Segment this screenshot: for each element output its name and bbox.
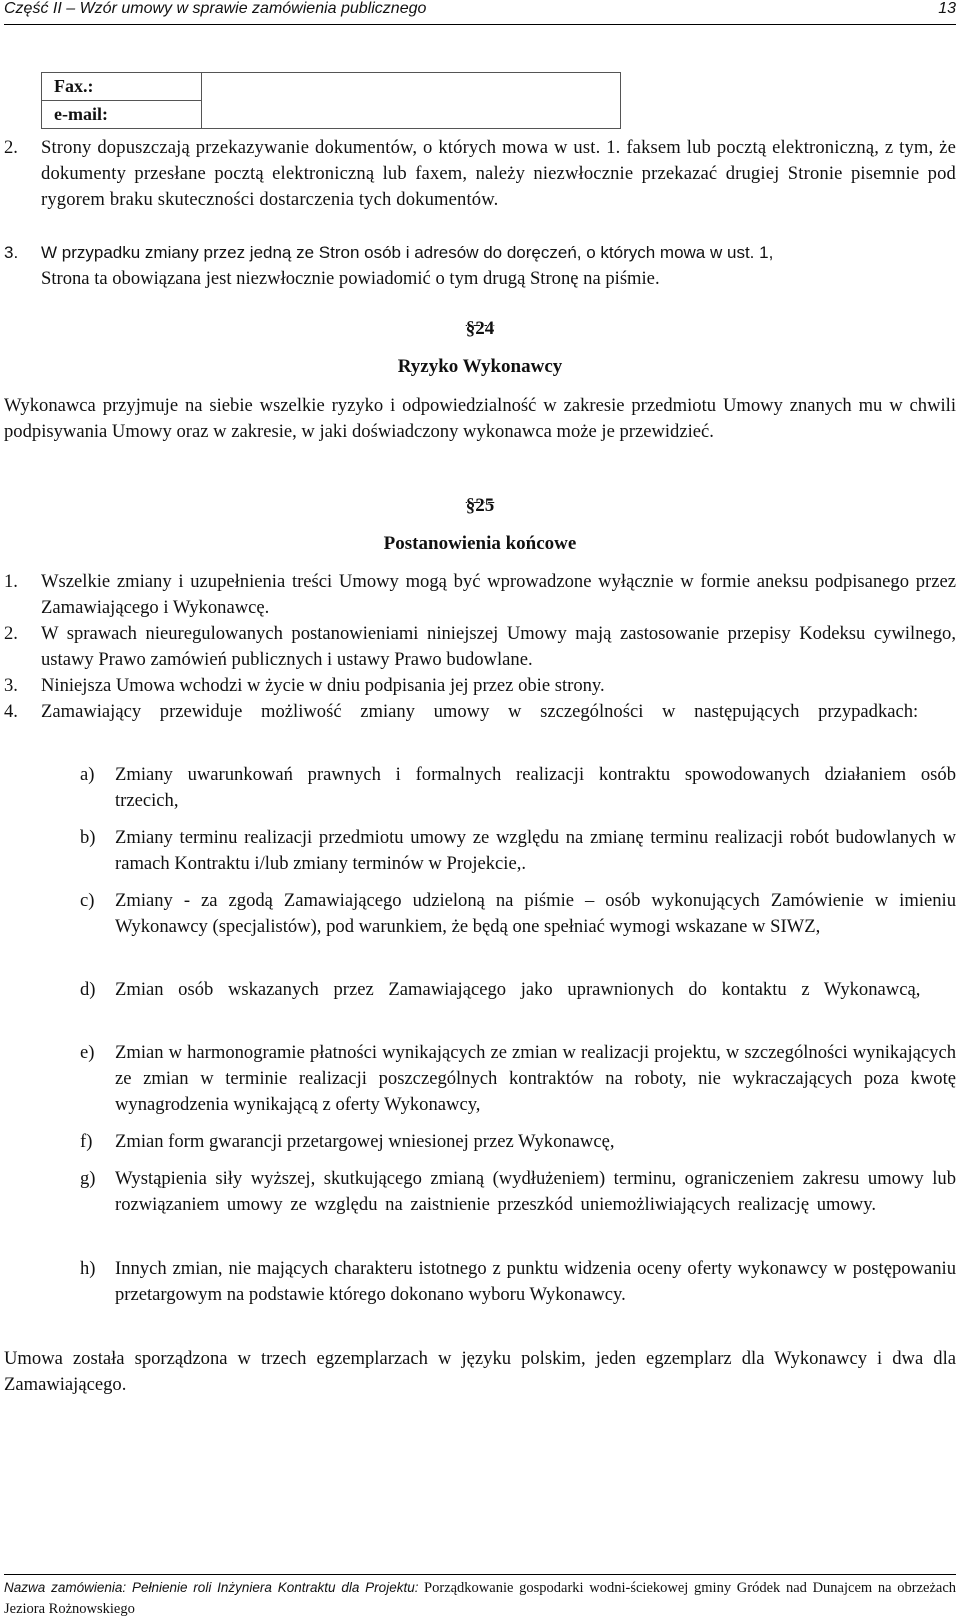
subitem-text: Zmiany uwarunkowań prawnych i formalnych realizacji kontraktu spowodowanych działaniem osób trzecich, xyxy=(115,764,956,811)
header-divider xyxy=(4,24,956,25)
item-number: 1. xyxy=(4,571,18,592)
footer-divider xyxy=(4,1574,956,1575)
item-text: W sprawach nieuregulowanych postanowieniami niniejszej Umowy mają zastosowanie przepisy Kodeksu cywilnego, ustawy Prawo zamówień publicznych i ustawy Prawo budowlane. xyxy=(41,623,956,670)
subitem-letter: b) xyxy=(80,827,96,848)
item-text-line2: Strona ta obowiązana jest niezwłocznie powiadomić o tym drugą Stronę na piśmie. xyxy=(41,268,660,289)
item-number: 2. xyxy=(4,137,18,158)
paragraph-symbol: §24 xyxy=(465,318,495,339)
page-footer xyxy=(4,1578,956,1620)
section-title: Postanowienia końcowe xyxy=(383,533,577,554)
section-title: Ryzyko Wykonawcy xyxy=(397,356,563,377)
paragraph-symbol: §25 xyxy=(465,495,495,516)
item-text: Strony dopuszczają przekazywanie dokumentów, o których mowa w ust. 1. faksem lub pocztą elektroniczną, z tym, że dokumenty przesłane pocztą elektroniczną lub faxem, należy niezwłocznie przekazać drugiej Stronie pisemnie pod rygorem braku skuteczności dostarczenia tych dokumentów. xyxy=(41,137,956,210)
item-number: 3. xyxy=(4,243,19,262)
subitem-letter: c) xyxy=(80,890,95,911)
footer-label: Nazwa zamówienia: Pełnienie roli Inżyniera Kontraktu dla Projektu: xyxy=(4,1580,419,1595)
subitem-text: Innych zmian, nie mających charakteru istotnego z punktu widzenia oceny oferty wykonawcy w postępowaniu przetargowym na podstawie którego dokonano wyboru Wykonawcy. xyxy=(115,1258,956,1305)
subitem-letter: h) xyxy=(80,1258,96,1279)
contact-value-cell xyxy=(201,73,620,129)
item-text: Wszelkie zmiany i uzupełnienia treści Umowy mogą być wprowadzone wyłącznie w formie aneksu podpisanego przez Zamawiającego i Wykonawcę. xyxy=(41,571,956,618)
header-title: Część II – Wzór umowy w sprawie zamówienia publicznego xyxy=(4,0,427,17)
subitem-letter: e) xyxy=(80,1042,95,1063)
page-header xyxy=(4,0,956,22)
subitem-text: Zmiany terminu realizacji przedmiotu umowy ze względu na zmianę terminu realizacji robót budowlanych w ramach Kontraktu i/lub zmiany terminów w Projekcie,. xyxy=(115,827,956,874)
item-text-line1: W przypadku zmiany przez jedną ze Stron osób i adresów do doręczeń, o których mowa w ust. 1, xyxy=(41,243,774,262)
table-row xyxy=(42,73,621,101)
closing-paragraph: Umowa została sporządzona w trzech egzemplarzach w języku polskim, jeden egzemplarz dla Wykonawcy i dwa dla Zamawiającego. xyxy=(4,1348,956,1395)
subitem-text: Zmiany - za zgodą Zamawiającego udzieloną na piśmie – osób wykonujących Zamówienie w imieniu Wykonawcy (specjalistów), pod warunkiem, że będą one spełniać wymogi wskazane w SIWZ, xyxy=(115,890,956,937)
footer-value: Porządkowanie gospodarki wodni-ściekowej gminy Gródek nad Dunajcem na obrzeżach Jeziora Rożnowskiego xyxy=(4,1580,957,1617)
item-text: Niniejsza Umowa wchodzi w życie w dniu podpisania jej przez obie strony. xyxy=(41,675,605,696)
subitem-letter: a) xyxy=(80,764,95,785)
subitem-letter: g) xyxy=(80,1168,96,1189)
item-text: Zamawiający przewiduje możliwość zmiany umowy w szczególności w następujących przypadkach: xyxy=(41,701,919,722)
contact-table xyxy=(41,72,621,129)
fax-label: Fax.: xyxy=(42,73,202,101)
item-number: 3. xyxy=(4,675,18,696)
subitem-text: Zmian w harmonogramie płatności wynikających ze zmian w realizacji projektu, w szczególności wynikających ze zmian w terminie realizacji poszczególnych kontraktów na roboty, nie wykraczających poza kwotę wynagrodzenia wynikającą z oferty Wykonawcy, xyxy=(115,1042,956,1115)
item-number: 2. xyxy=(4,623,18,644)
email-label: e-mail: xyxy=(42,101,202,129)
subitem-text: Zmian osób wskazanych przez Zamawiającego jako uprawnionych do kontaktu z Wykonawcą, xyxy=(115,979,921,1000)
subitem-letter: d) xyxy=(80,979,96,1000)
subitem-text: Wystąpienia siły wyższej, skutkującego zmianą (wydłużeniem) terminu, ograniczeniem zakresu umowy lub rozwiązaniem umowy ze względu na zaistnienie przeszkód uniemożliwiających realizację umowy. xyxy=(115,1168,956,1215)
section-body: Wykonawca przyjmuje na siebie wszelkie ryzyko i odpowiedzialność w zakresie przedmiotu Umowy znanych mu w chwili podpisywania Umowy oraz w zakresie, w jaki doświadczony wykonawca może je przewidzieć. xyxy=(4,395,956,442)
subitem-text: Zmian form gwarancji przetargowej wniesionej przez Wykonawcę, xyxy=(115,1131,615,1152)
item-number: 4. xyxy=(4,701,18,722)
subitem-letter: f) xyxy=(80,1131,93,1152)
page-number: 13 xyxy=(938,0,956,17)
